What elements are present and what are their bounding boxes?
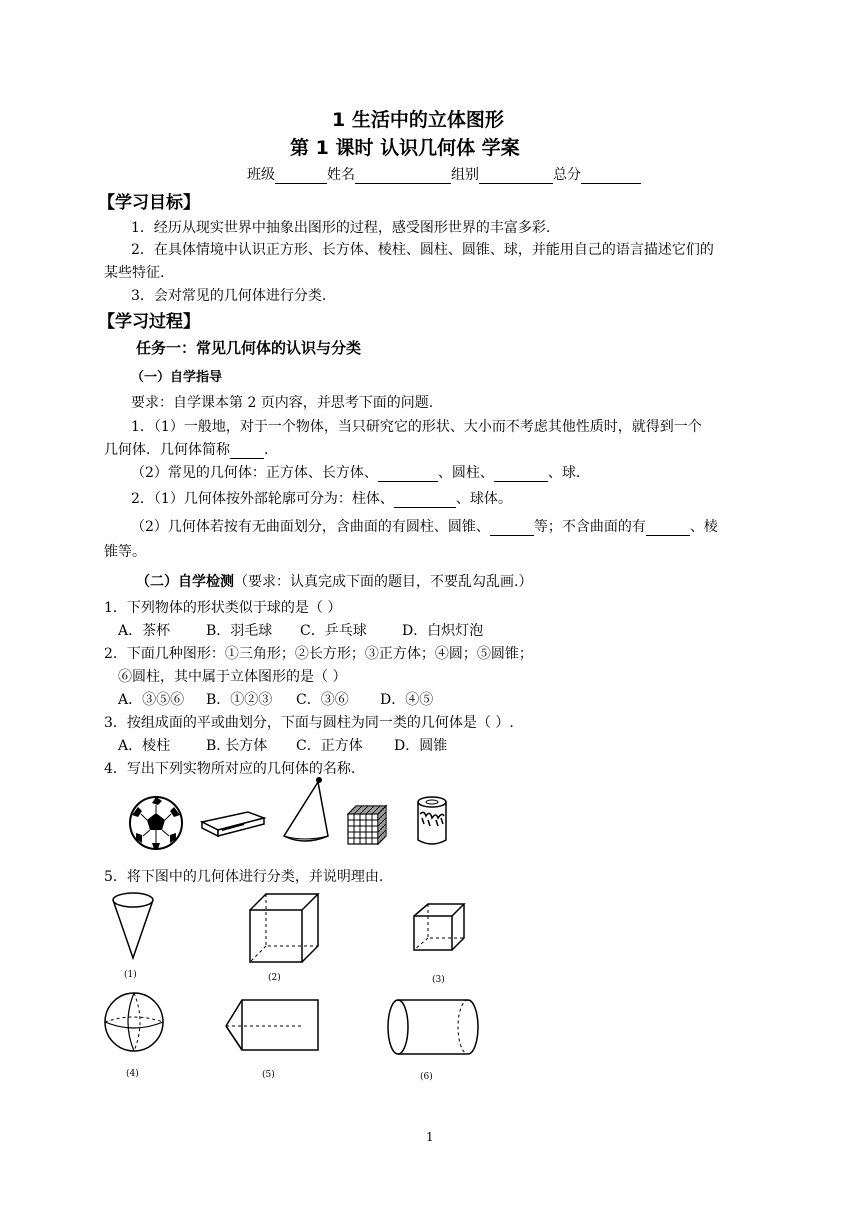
question-1-option-c[interactable]: C．乒乓球 [300,623,367,639]
soccer-ball-figure [128,795,184,851]
cylinder-figure [384,996,484,1058]
info-line [247,164,641,184]
small-cube-figure [410,900,468,954]
question-2-option-b[interactable]: B．①②③ [206,692,273,708]
rubiks-cube-figure [346,804,388,846]
group-label: 组别 [451,167,479,183]
objectives-heading: 【学习目标】 [98,193,200,213]
answer-blank[interactable] [646,521,690,536]
question-1-option-a[interactable]: A．茶杯 [118,623,171,639]
score-label: 总分 [553,167,581,183]
question-2-2-text-c: 、棱 [689,519,718,535]
cube-figure [246,890,322,966]
objective-3: 3．会对常见的几何体进行分类. [131,288,327,304]
question-1-2-text-b: 、圆柱、 [437,465,494,481]
question-2-option-c[interactable]: C．③⑥ [296,692,349,708]
question-3-option-c[interactable]: C．正方体 [296,738,363,754]
figure-caption-5: (5) [262,1070,275,1080]
question-1-1-line-a: 1．（1）一般地，对于一个物体，当只研究它的形状、大小而不考虑其他性质时，就得到一个 [131,419,702,435]
figure-caption-1: (1) [124,970,137,980]
can-figure [414,796,450,848]
question-2-2 [131,516,718,536]
self-check-heading: （二）自学检测 [136,574,234,590]
pencil-box-figure [200,808,266,838]
name-label: 姓名 [327,167,355,183]
question-2-line-a: 2．下面几种图形：①三角形；②长方形；③正方体；④圆；⑤圆锥； [104,646,533,662]
answer-blank[interactable] [394,493,456,508]
group-field[interactable] [479,169,553,184]
figure-caption-3: (3) [432,975,445,985]
question-1-2-text-a: （2）常见的几何体：正方体、长方体、 [131,465,378,481]
task-1-heading: 任务一：常见几何体的认识与分类 [136,339,362,357]
party-hat-figure [280,776,332,846]
question-2-1 [131,488,512,508]
answer-blank[interactable] [494,467,548,482]
question-1-option-d[interactable]: D．白炽灯泡 [402,623,484,639]
sphere-figure [102,990,166,1054]
question-1: 1．下列物体的形状类似于球的是（ ） [104,600,342,616]
objective-1: 1．经历从现实世界中抽象出图形的过程，感受图形世界的丰富多彩. [131,220,551,236]
cone-figure [110,890,156,960]
question-2-2-text-a: （2）几何体若按有无曲面划分，含曲面的有圆柱、圆锥、 [131,519,490,535]
question-3-option-a[interactable]: A．棱柱 [118,738,171,754]
objective-2-cont: 某些特征. [104,265,165,281]
self-check [136,571,532,591]
name-field[interactable] [355,169,451,184]
answer-blank[interactable] [230,444,264,459]
question-5: 5．将下图中的几何体进行分类，并说明理由. [104,869,384,885]
class-field[interactable] [275,169,327,184]
question-4: 4．写出下列实物所对应的几何体的名称. [104,761,356,777]
question-3-option-d[interactable]: D．圆锥 [394,738,448,754]
question-1-option-b[interactable]: B．羽毛球 [206,623,273,639]
question-1-1-line-b: 几何体．几何体简称 . [104,442,269,458]
figure-caption-6: (6) [420,1072,433,1082]
question-2-line-b: ⑥圆柱，其中属于立体图形的是（ ） [118,669,347,685]
figure-caption-4: (4) [126,1069,139,1079]
question-2-option-d[interactable]: D．④⑤ [380,692,434,708]
class-label: 班级 [247,167,275,183]
page-number: 1 [426,1130,434,1144]
question-2-1-text-b: 、球体。 [455,491,512,507]
title-line-1: 1 生活中的立体图形 [332,109,504,131]
process-heading: 【学习过程】 [98,312,200,332]
requirement-text: 要求：自学课本第 2 页内容，并思考下面的问题. [131,395,434,411]
question-3: 3．按组成面的平或曲划分，下面与圆柱为同一类的几何体是（ ）. [104,715,514,731]
score-field[interactable] [581,169,641,184]
question-1-2 [131,462,580,482]
question-1-1-text: 几何体．几何体简称 [104,442,230,458]
triangular-prism-figure [222,996,322,1056]
question-2-1-text-a: 2．（1）几何体按外部轮廓可分为：柱体、 [131,491,394,507]
figure-caption-2: (2) [268,973,281,983]
title-line-2: 第 1 课时 认识几何体 学案 [290,137,520,159]
self-check-note: （要求：认真完成下面的题目，不要乱勾乱画.） [234,574,533,590]
question-1-2-text-c: 、球. [547,465,581,481]
answer-blank[interactable] [490,521,534,536]
guide-heading: （一）自学指导 [131,370,223,385]
question-2-option-a[interactable]: A．③⑤⑥ [118,692,185,708]
question-2-2-cont: 锥等。 [104,544,146,560]
question-2-2-text-b: 等；不含曲面的有 [533,519,646,535]
objective-2: 2．在具体情境中认识正方形、长方体、棱柱、圆柱、圆锥、球，并能用自己的语言描述它们的 [131,242,714,258]
question-3-option-b[interactable]: B. 长方体 [206,738,268,754]
answer-blank[interactable] [378,467,438,482]
